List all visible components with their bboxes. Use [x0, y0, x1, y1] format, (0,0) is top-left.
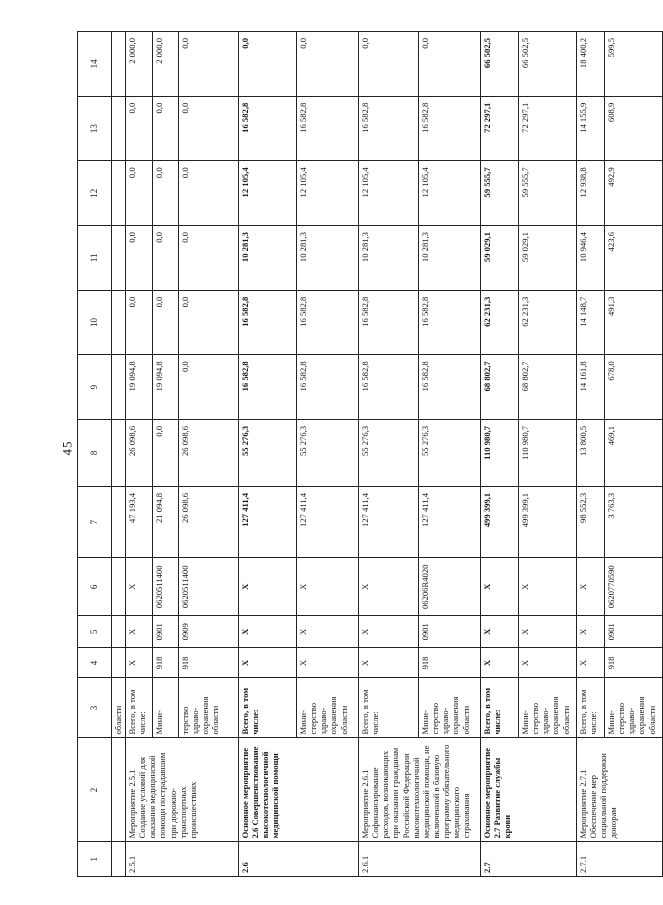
responsible-cell: Всего, в том числе: [126, 678, 153, 738]
amount-cell: 0,0 [179, 32, 239, 97]
amount-cell: 66 502,5 [481, 32, 519, 97]
code-cell: X [297, 648, 359, 678]
code-cell: X [577, 558, 605, 616]
amount-cell: 0,0 [126, 161, 153, 226]
amount-cell: 55 276,3 [239, 419, 297, 486]
amount-cell: 0,0 [179, 226, 239, 291]
amount-cell: 0,0 [153, 161, 179, 226]
code-cell: X [577, 648, 605, 678]
responsible-cell: области [112, 678, 126, 738]
header-cell: 11 [78, 226, 112, 291]
code-cell: X [481, 558, 519, 616]
row-code-cell: 2.7 [481, 842, 577, 877]
amount-cell: 0,0 [359, 32, 419, 97]
amount-cell: 12 105,4 [297, 161, 359, 226]
code-cell: X [126, 558, 153, 616]
amount-cell: 0,0 [179, 355, 239, 420]
amount-cell: 12 105,4 [359, 161, 419, 226]
code-cell: X [239, 648, 297, 678]
amount-cell: 599,5 [605, 32, 663, 97]
amount-cell: 26 098,6 [179, 419, 239, 486]
header-cell: 5 [78, 616, 112, 648]
code-cell: X [359, 648, 419, 678]
amount-cell: 0,0 [153, 419, 179, 486]
code-cell: 0901 [153, 616, 179, 648]
code-cell: 918 [153, 648, 179, 678]
amount-cell: 10 281,3 [359, 226, 419, 291]
header-cell: 14 [78, 32, 112, 97]
amount-cell: 2 000,0 [153, 32, 179, 97]
amount-cell: 499 399,1 [519, 486, 577, 558]
code-cell: 918 [419, 648, 481, 678]
amount-cell: 59 555,7 [519, 161, 577, 226]
code-cell: X [519, 558, 577, 616]
table-row [481, 32, 519, 877]
responsible-cell: терство здраво-охранения области [179, 678, 239, 738]
code-cell: X [481, 616, 519, 648]
amount-cell: 59 555,7 [481, 161, 519, 226]
row-code-cell: 2.7.1 [577, 842, 663, 877]
table-row [577, 32, 605, 877]
column-number-row [78, 32, 112, 877]
code-cell: X [359, 558, 419, 616]
code-cell: X [519, 616, 577, 648]
table-row [239, 32, 297, 877]
measure-name-cell: Мероприятие 2.5.1 Создание условий для оказания медицинской помощи пострадавшим при дорожно-транспортных происшествиях [126, 738, 239, 842]
amount-cell: 127 411,4 [419, 486, 481, 558]
amount-cell: 68 802,7 [481, 355, 519, 420]
code-cell: X [126, 616, 153, 648]
amount-cell: 3 763,3 [605, 486, 663, 558]
header-cell: 12 [78, 161, 112, 226]
code-cell: 0901 [419, 616, 481, 648]
amount-cell: 13 800,5 [577, 419, 605, 486]
measure-name-cell: Мероприятие 2.6.1 Софинансирование расходов, возникающих при оказании гражданам Российской Федерации высокотехнологичной медицинской помощи, не включенной в базовую программу обязательного медицинского страхования [359, 738, 481, 842]
budget-table [77, 31, 663, 877]
responsible-cell: Мини-стерство здраво-охранения области [419, 678, 481, 738]
amount-cell: 491,3 [605, 290, 663, 355]
amount-cell: 10 281,3 [419, 226, 481, 291]
amount-cell: 10 946,4 [577, 226, 605, 291]
code-cell: 0620511400 [179, 558, 239, 616]
amount-cell: 0,0 [239, 32, 297, 97]
code-cell: 0620770590 [605, 558, 663, 616]
header-cell: 1 [78, 842, 112, 877]
budget-table-rotated [77, 31, 657, 877]
amount-cell: 55 276,3 [419, 419, 481, 486]
amount-cell: 59 029,1 [481, 226, 519, 291]
amount-cell: 18 400,2 [577, 32, 605, 97]
code-cell: X [297, 558, 359, 616]
amount-cell: 62 231,3 [519, 290, 577, 355]
header-cell: 9 [78, 355, 112, 420]
code-cell: 0620511400 [153, 558, 179, 616]
amount-cell: 26 098,6 [126, 419, 153, 486]
responsible-cell: Всего, в том числе: [239, 678, 297, 738]
responsible-cell: Мини- [153, 678, 179, 738]
measure-name-cell: Основное мероприятие 2.7 Развитие службы крови [481, 738, 577, 842]
row-code-cell: 2.5.1 [126, 842, 239, 877]
amount-cell: 98 552,3 [577, 486, 605, 558]
amount-cell: 16 582,8 [419, 355, 481, 420]
table-row [126, 32, 153, 877]
amount-cell: 21 094,8 [153, 486, 179, 558]
code-cell: X [577, 616, 605, 648]
code-cell: X [297, 616, 359, 648]
responsible-cell: Мини-стерство здраво-охранения области [297, 678, 359, 738]
amount-cell: 16 582,8 [297, 290, 359, 355]
continuation-row [112, 32, 126, 877]
table-row [359, 32, 419, 877]
amount-cell: 16 582,8 [359, 355, 419, 420]
table-body [126, 32, 663, 877]
amount-cell: 127 411,4 [297, 486, 359, 558]
header-cell: 4 [78, 648, 112, 678]
amount-cell: 499 399,1 [481, 486, 519, 558]
header-cell: 2 [78, 738, 112, 842]
amount-cell: 14 161,8 [577, 355, 605, 420]
amount-cell: 0,0 [419, 32, 481, 97]
amount-cell: 14 155,9 [577, 96, 605, 161]
amount-cell: 55 276,3 [297, 419, 359, 486]
code-cell: X [126, 648, 153, 678]
amount-cell: 16 582,8 [359, 96, 419, 161]
amount-cell: 72 297,1 [481, 96, 519, 161]
code-cell: 06206R4020 [419, 558, 481, 616]
amount-cell: 423,6 [605, 226, 663, 291]
amount-cell: 55 276,3 [359, 419, 419, 486]
row-code-cell: 2.6 [239, 842, 359, 877]
row-code-cell: 2.6.1 [359, 842, 481, 877]
amount-cell: 678,0 [605, 355, 663, 420]
amount-cell: 16 582,8 [239, 96, 297, 161]
amount-cell: 492,9 [605, 161, 663, 226]
header-cell: 10 [78, 290, 112, 355]
amount-cell: 10 281,3 [239, 226, 297, 291]
amount-cell: 0,0 [153, 226, 179, 291]
amount-cell: 26 098,6 [179, 486, 239, 558]
header-cell: 8 [78, 419, 112, 486]
responsible-cell: Всего, в том числе: [577, 678, 605, 738]
amount-cell: 10 281,3 [297, 226, 359, 291]
responsible-cell: Мини-стерство здраво-охранения области [519, 678, 577, 738]
code-cell: X [239, 616, 297, 648]
measure-name-cell: Основное мероприятие 2.6 Совершенствование высокотехнологичной медицинской помощи [239, 738, 359, 842]
amount-cell: 68 802,7 [519, 355, 577, 420]
amount-cell: 0,0 [179, 96, 239, 161]
amount-cell: 16 582,8 [239, 355, 297, 420]
amount-cell: 0,0 [179, 161, 239, 226]
responsible-cell: Всего, в том числе: [481, 678, 519, 738]
code-cell: 918 [179, 648, 239, 678]
amount-cell: 12 105,4 [419, 161, 481, 226]
amount-cell: 0,0 [126, 290, 153, 355]
code-cell: 918 [605, 648, 663, 678]
code-cell: X [519, 648, 577, 678]
amount-cell: 608,9 [605, 96, 663, 161]
amount-cell: 127 411,4 [359, 486, 419, 558]
amount-cell: 0,0 [297, 32, 359, 97]
amount-cell: 62 231,3 [481, 290, 519, 355]
measure-name-cell: Мероприятие 2.7.1 Обеспечение мер социальной поддержки донорам [577, 738, 663, 842]
code-cell: 0909 [179, 616, 239, 648]
amount-cell: 16 582,8 [297, 96, 359, 161]
amount-cell: 19 094,8 [126, 355, 153, 420]
header-cell: 13 [78, 96, 112, 161]
header-cell: 3 [78, 678, 112, 738]
code-cell: X [359, 616, 419, 648]
amount-cell: 66 502,5 [519, 32, 577, 97]
amount-cell: 0,0 [126, 226, 153, 291]
amount-cell: 16 582,8 [239, 290, 297, 355]
code-cell: 0901 [605, 616, 663, 648]
header-cell: 7 [78, 486, 112, 558]
amount-cell: 16 582,8 [297, 355, 359, 420]
amount-cell: 0,0 [179, 290, 239, 355]
amount-cell: 0,0 [126, 96, 153, 161]
header-cell: 6 [78, 558, 112, 616]
responsible-cell: Мини-стерство здраво-охранения области [605, 678, 663, 738]
amount-cell: 19 094,8 [153, 355, 179, 420]
amount-cell: 0,0 [153, 96, 179, 161]
amount-cell: 16 582,8 [359, 290, 419, 355]
amount-cell: 127 411,4 [239, 486, 297, 558]
code-cell: X [481, 648, 519, 678]
amount-cell: 110 980,7 [519, 419, 577, 486]
amount-cell: 469,1 [605, 419, 663, 486]
amount-cell: 12 105,4 [239, 161, 297, 226]
amount-cell: 110 980,7 [481, 419, 519, 486]
amount-cell: 0,0 [153, 290, 179, 355]
amount-cell: 2 000,0 [126, 32, 153, 97]
code-cell: X [239, 558, 297, 616]
responsible-cell: Всего, в том числе: [359, 678, 419, 738]
amount-cell: 16 582,8 [419, 290, 481, 355]
amount-cell: 72 297,1 [519, 96, 577, 161]
amount-cell: 16 582,8 [419, 96, 481, 161]
amount-cell: 59 029,1 [519, 226, 577, 291]
amount-cell: 47 193,4 [126, 486, 153, 558]
amount-cell: 12 938,8 [577, 161, 605, 226]
page-number: 45 [59, 440, 75, 456]
amount-cell: 14 148,7 [577, 290, 605, 355]
